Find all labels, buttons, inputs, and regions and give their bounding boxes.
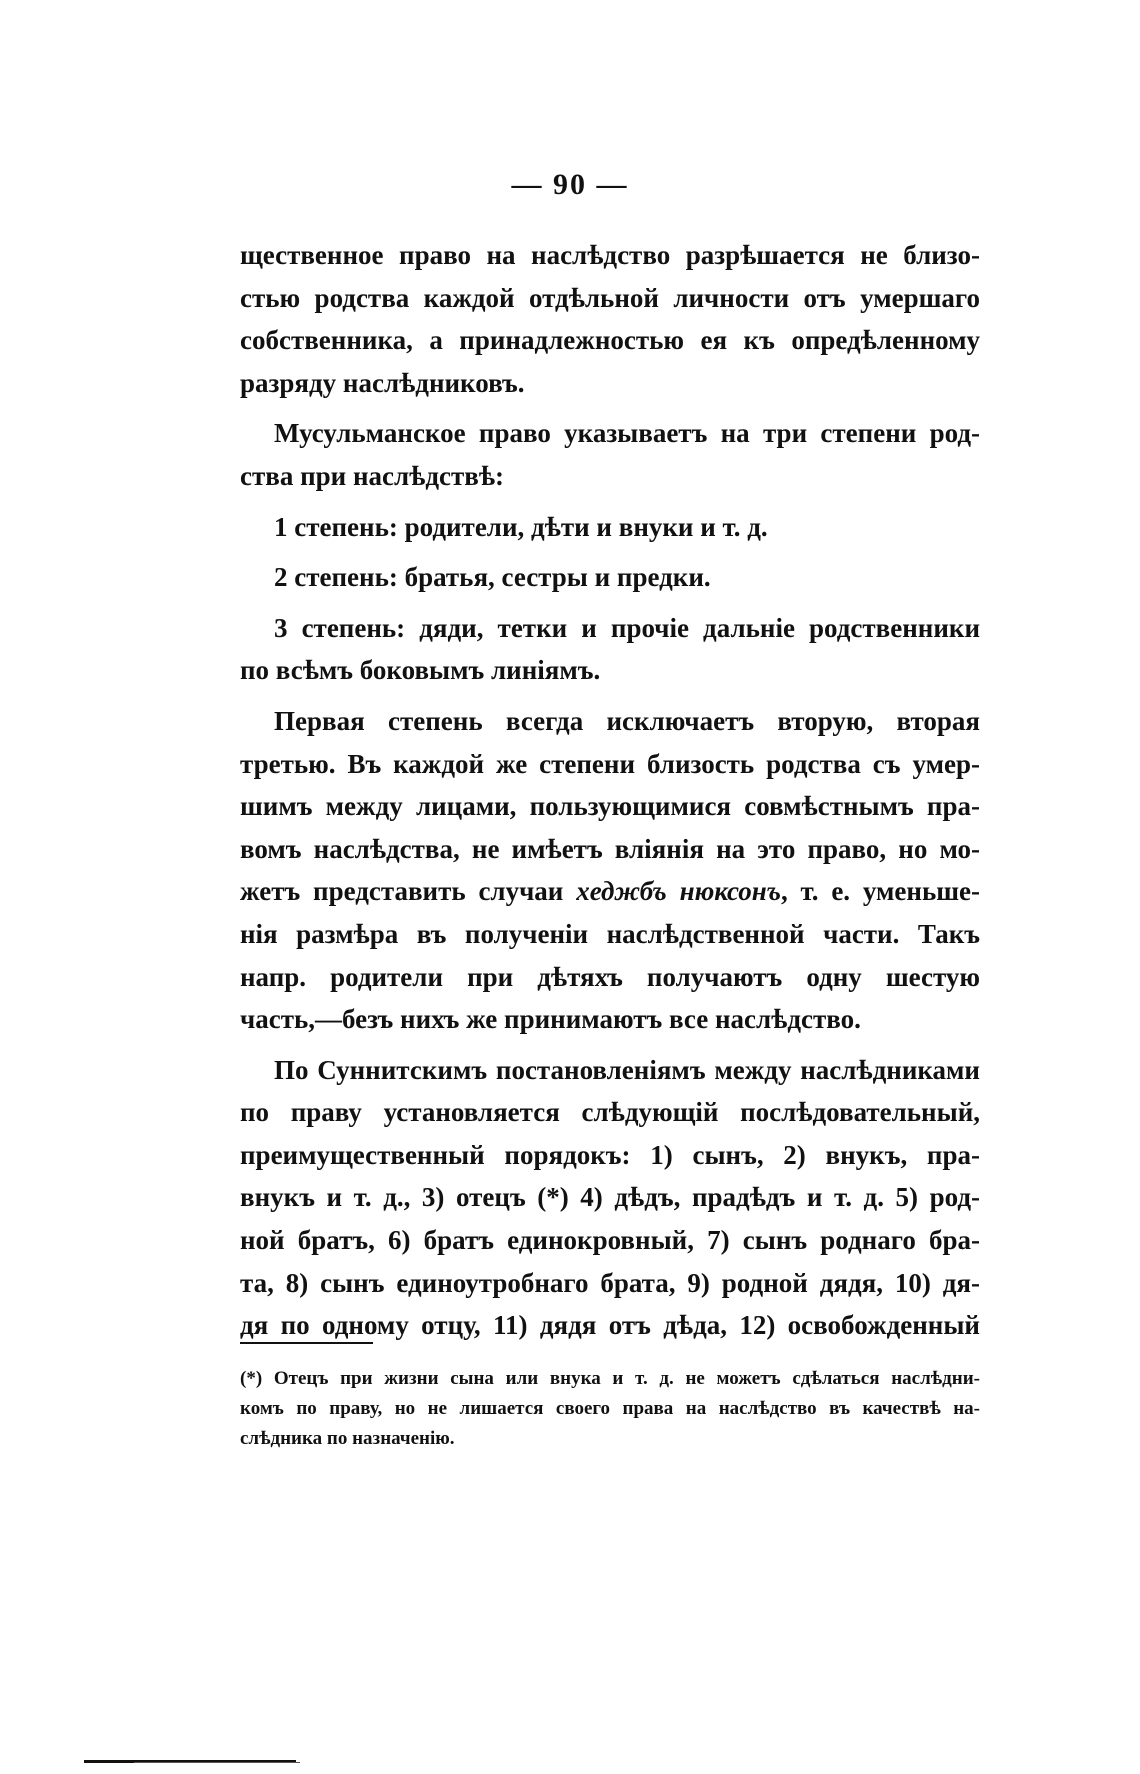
- footnote: [240, 1364, 980, 1454]
- footnote-line: слѣдника по назначенію.: [240, 1428, 455, 1449]
- text-line: напр. родители при дѣтяхъ получаютъ одну шестую: [240, 961, 980, 992]
- text-line: 2 степень: братья, сестры и предки.: [274, 562, 711, 593]
- page-number: — 90 —: [511, 168, 629, 201]
- text-line: шимъ между лицами, пользующимися совмѣстнымъ пра-: [240, 791, 980, 822]
- text-line: Первая степень всегда исключаетъ вторую, вторая: [274, 705, 980, 736]
- text-line: преимущественный порядокъ: 1) сынъ, 2) внукъ, пра-: [240, 1139, 980, 1170]
- text-line: часть,—безъ нихъ же принимаютъ все наслѣдство.: [240, 1004, 861, 1035]
- text-line: собственника, а принадлежностью ея къ опредѣленному: [240, 325, 980, 356]
- paragraph-5: [240, 607, 980, 692]
- text-line: жетъ представить случаи хеджбъ нюксонъ, т. е. уменьше-: [240, 876, 980, 907]
- paragraph-3: [240, 506, 980, 549]
- paragraph-2: [240, 412, 980, 497]
- text-line: третью. Въ каждой же степени близость родства съ умер-: [240, 748, 980, 779]
- scan-edge-mark-thin: [134, 1762, 300, 1763]
- paragraph-7: [240, 1049, 980, 1347]
- footnote-line: (*) Отецъ при жизни сына или внука и т. д. не можетъ сдѣлаться наслѣдни-: [240, 1368, 980, 1389]
- text-line: разряду наслѣдниковъ.: [240, 367, 525, 398]
- text-line: дя по одному отцу, 11) дядя отъ дѣда, 12) освобожденный: [240, 1310, 980, 1341]
- footnote-line: комъ по праву, но не лишается своего права на наслѣдство въ качествѣ на-: [240, 1398, 980, 1419]
- footnote-divider: [240, 1342, 373, 1344]
- text-line: Мусульманское право указываетъ на три степени род-: [274, 418, 980, 449]
- text-line: по всѣмъ боковымъ линіямъ.: [240, 655, 601, 686]
- italic-term: хеджбъ нюксонъ: [576, 876, 781, 907]
- paragraph-1: [240, 234, 980, 404]
- text-line: ной братъ, 6) братъ единокровный, 7) сынъ роднаго бра-: [240, 1225, 980, 1256]
- text-line: по праву установляется слѣдующій послѣдовательный,: [240, 1097, 980, 1128]
- text-line: 3 степень: дяди, тетки и прочіе дальніе родственники: [274, 612, 980, 643]
- text-line: По Суннитскимъ постановленіямъ между наслѣдниками: [274, 1054, 980, 1085]
- paragraph-6: [240, 700, 980, 1041]
- text-line: 1 степень: родители, дѣти и внуки и т. д.: [274, 511, 768, 542]
- text-line: щественное право на наслѣдство разрѣшается не близо-: [240, 240, 980, 270]
- text-line: вомъ наслѣдства, не имѣетъ вліянія на это право, но мо-: [240, 833, 980, 864]
- paragraph-4: [240, 556, 980, 599]
- text-line: стью родства каждой отдѣльной личности отъ умершаго: [240, 282, 980, 313]
- text-line: внукъ и т. д., 3) отецъ (*) 4) дѣдъ, прадѣдъ и т. д. 5) род-: [240, 1182, 980, 1213]
- main-text: [240, 234, 980, 1355]
- text-line: ства при наслѣдствѣ:: [240, 460, 505, 491]
- text-line: та, 8) сынъ единоутробнаго брата, 9) родной дядя, 10) дя-: [240, 1267, 980, 1298]
- text-line: нія размѣра въ полученіи наслѣдственной части. Такъ: [240, 918, 980, 949]
